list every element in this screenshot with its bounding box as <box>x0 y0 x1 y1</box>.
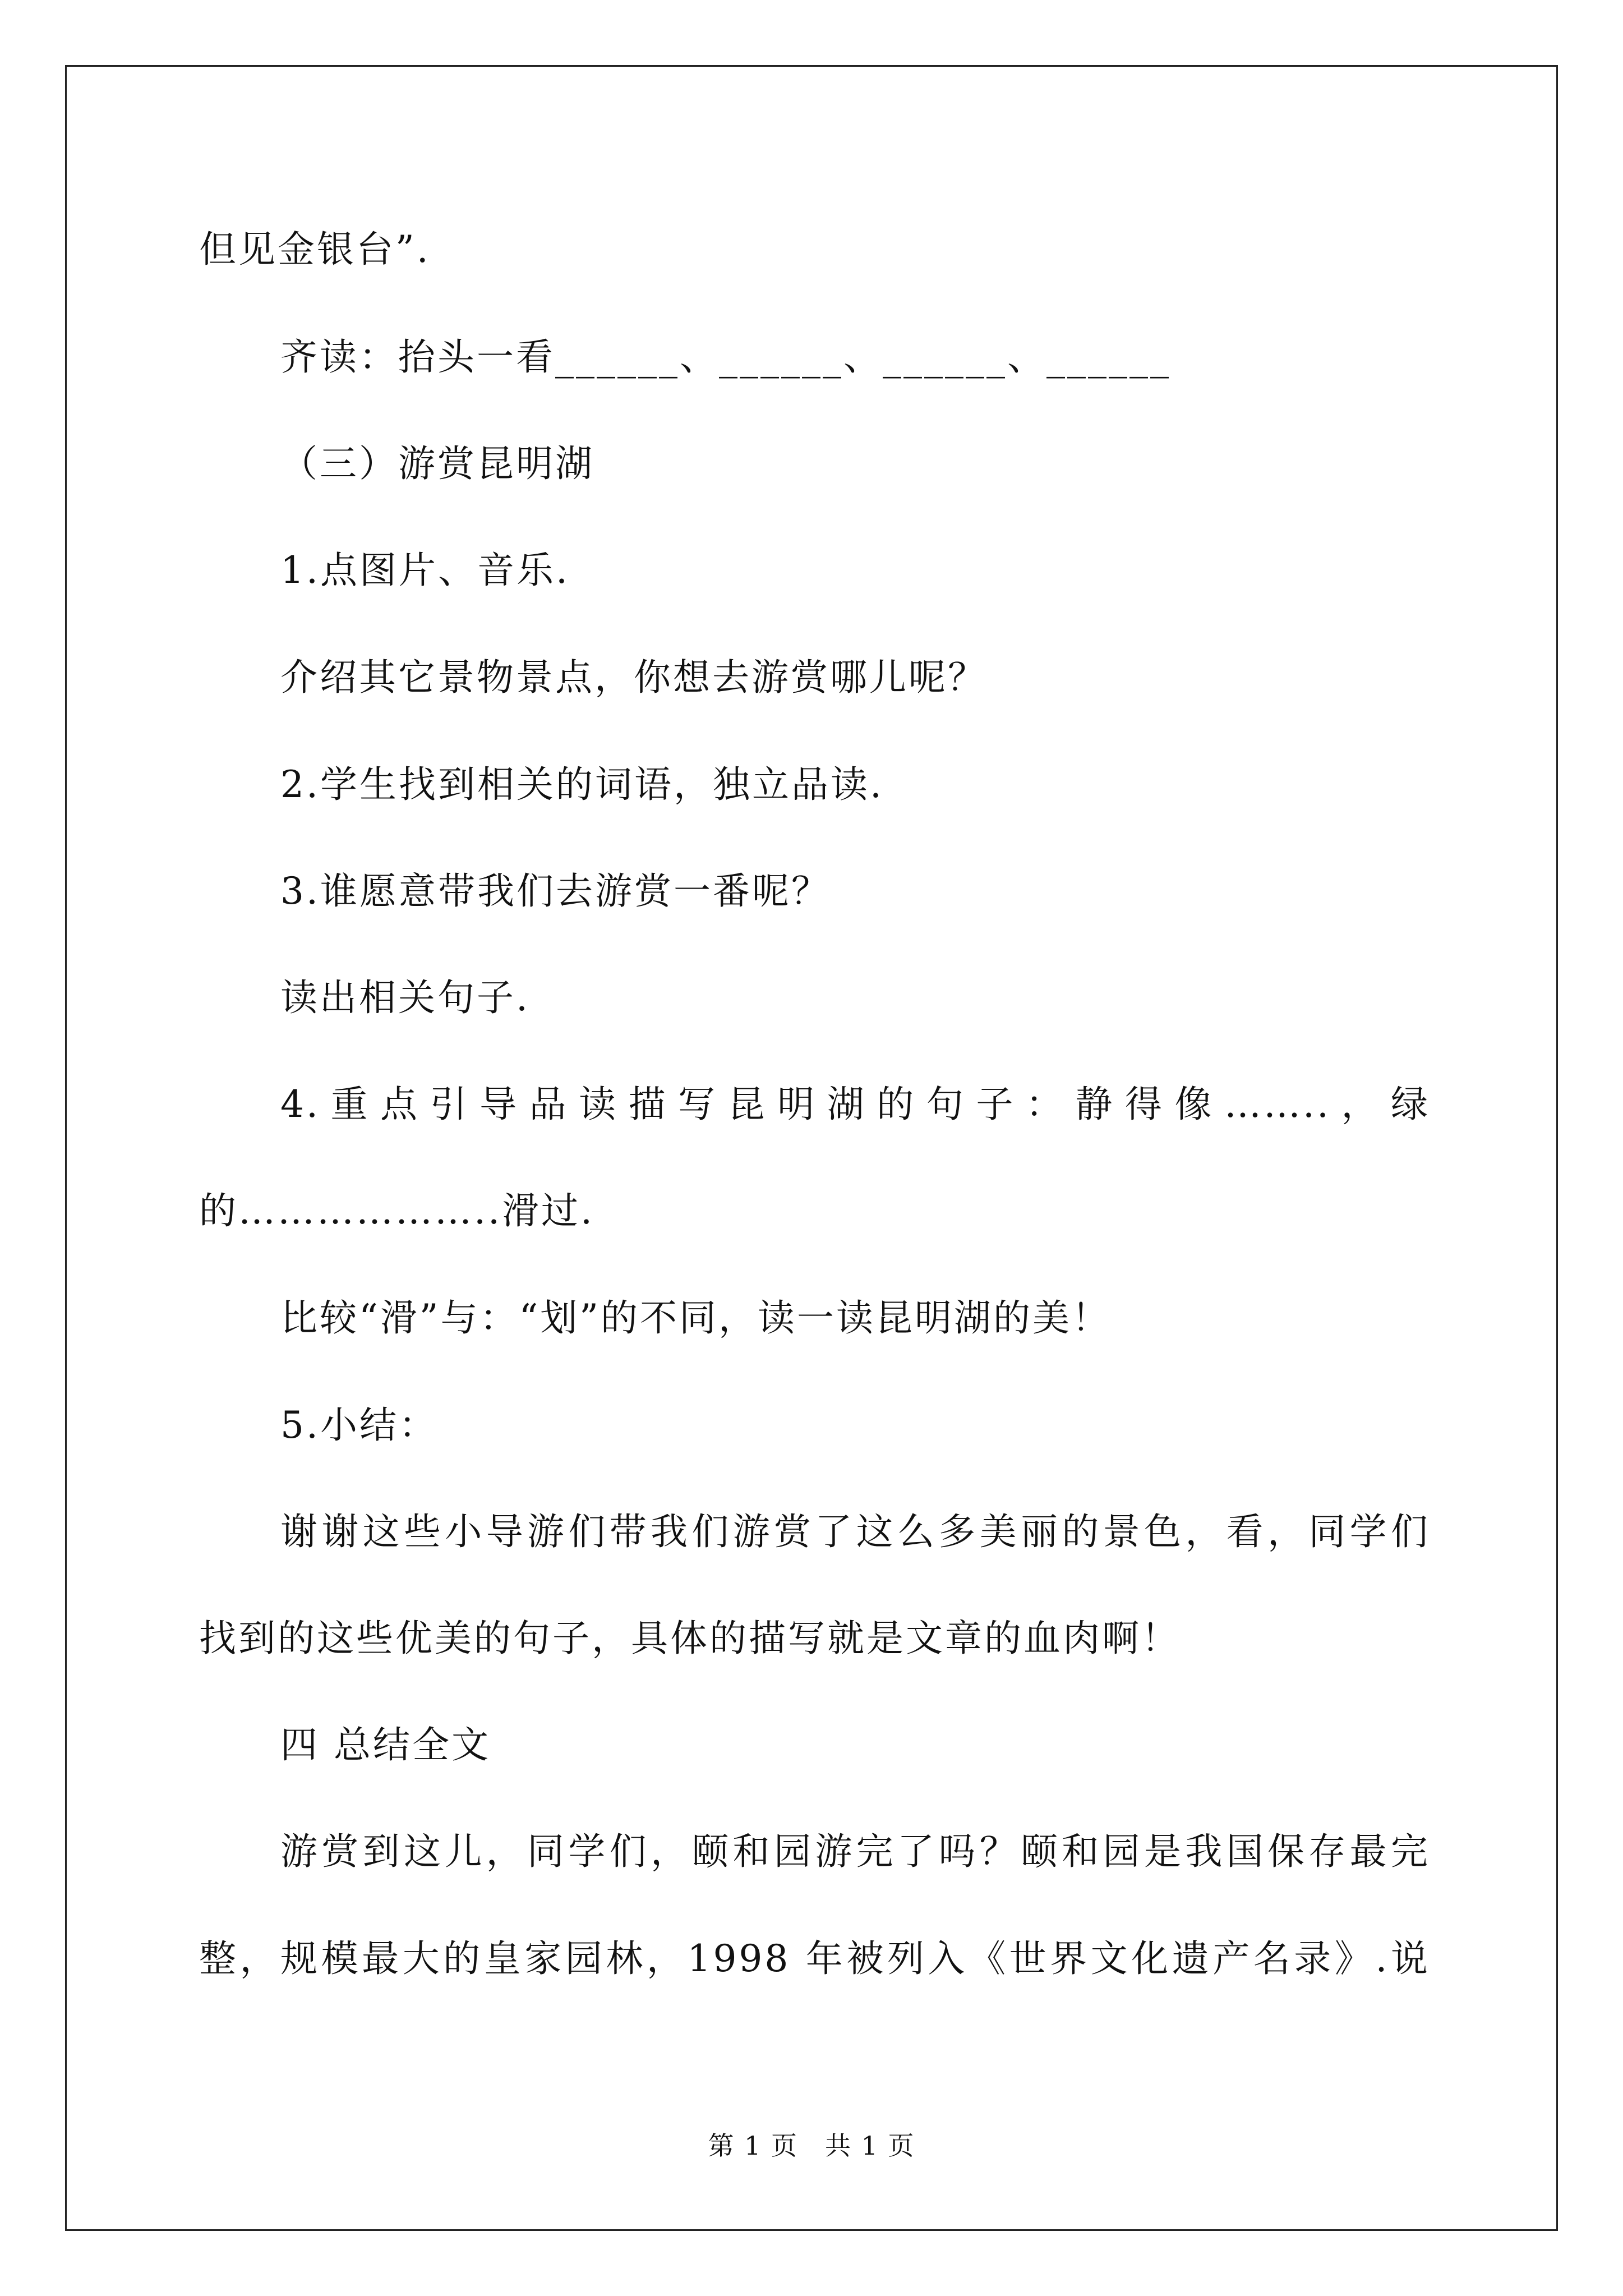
text-line: 游赏到这儿，同学们，颐和园游完了吗？颐和园是我国保存最完 <box>280 1830 1430 1873</box>
text-line: 4.重点引导品读描写昆明湖的句子：静得像……..，绿 <box>280 1083 1430 1126</box>
page-border <box>65 65 1558 2231</box>
page-footer: 第 1 页 共 1 页 <box>708 2131 915 2161</box>
text-line: 齐读：抬头一看______、______、______、______ <box>280 335 1171 379</box>
section-heading: 四 总结全文 <box>280 1723 491 1766</box>
text-line: 谢谢这些小导游们带我们游赏了这么多美丽的景色，看，同学们 <box>280 1510 1430 1553</box>
section-heading: （三）游赏昆明湖 <box>280 442 594 485</box>
text-line: 读出相关句子. <box>280 976 530 1019</box>
text-line: 的………………..滑过. <box>199 1189 594 1232</box>
text-line: 2.学生找到相关的词语，独立品读. <box>280 763 884 806</box>
text-line: 1.点图片、音乐. <box>280 549 570 592</box>
text-line: 3.谁愿意带我们去游赏一番呢？ <box>280 869 831 913</box>
text-line: 介绍其它景物景点，你想去游赏哪儿呢？ <box>280 656 987 699</box>
text-line: 但见金银台”. <box>199 228 431 271</box>
text-line: 整，规模最大的皇家园林，1998 年被列入《世界文化遗产名录》.说 <box>199 1937 1430 1980</box>
text-line: 比较“滑”与：“划”的不同，读一读昆明湖的美！ <box>280 1296 1111 1340</box>
text-line: 5.小结： <box>280 1404 438 1447</box>
text-line: 找到的这些优美的句子，具体的描写就是文章的血肉啊！ <box>199 1617 1181 1660</box>
